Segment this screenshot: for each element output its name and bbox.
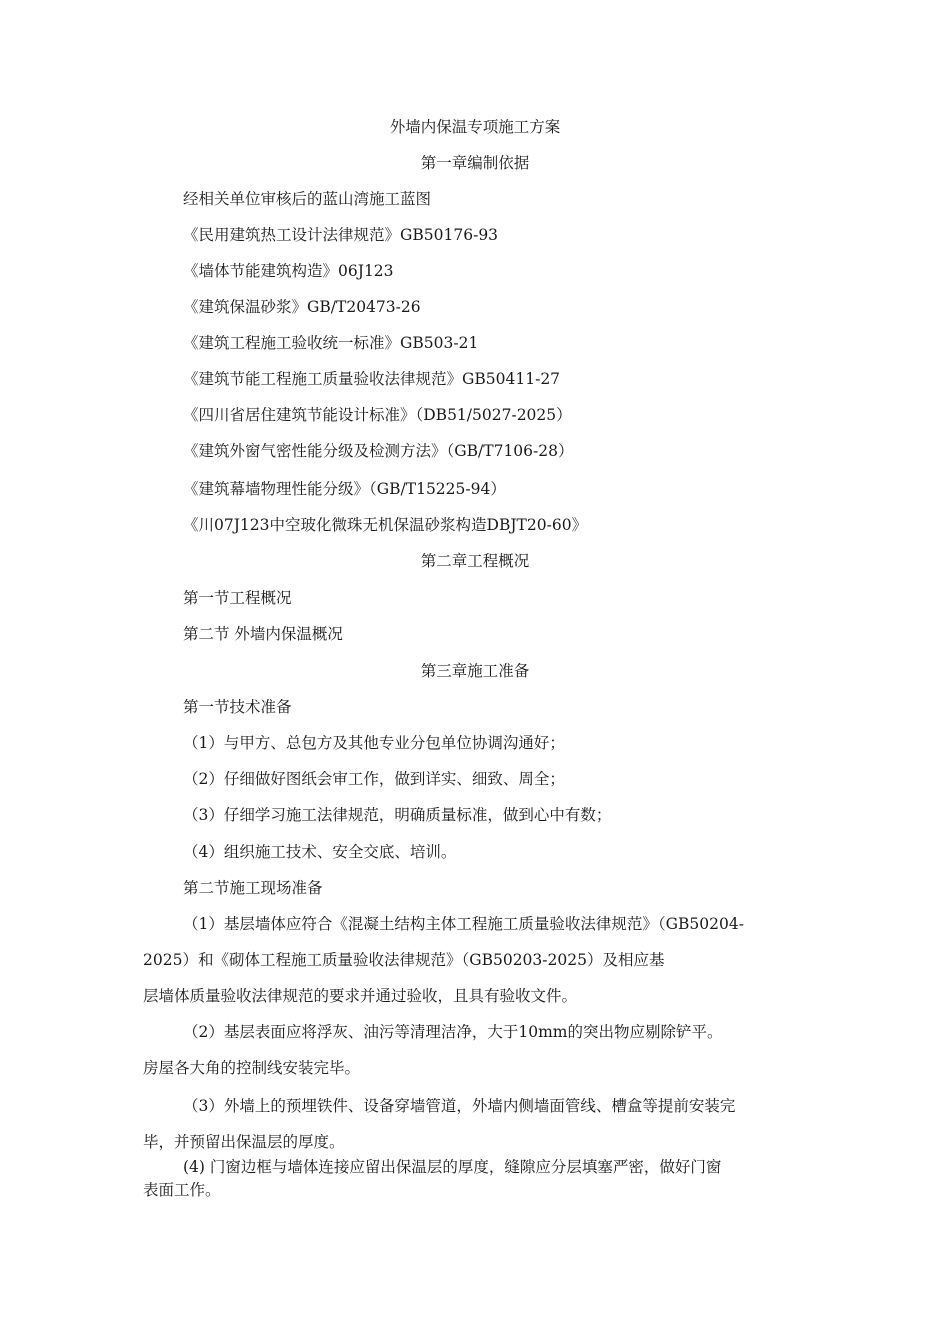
paragraph-line: （2）基层表面应将浮灰、油污等清理洁净，大于10mm的突出物应剔除铲平。	[183, 1023, 723, 1041]
basis-item: 《建筑工程施工验收统一标准》GB503-21	[183, 334, 479, 352]
basis-item: 《建筑外窗气密性能分级及检测方法》（GB/T7106-28）	[183, 442, 574, 460]
list-item: （2）仔细做好图纸会审工作，做到详实、细致、周全；	[183, 770, 565, 788]
list-item: （4）组织施工技术、安全交底、培训。	[183, 843, 457, 861]
paragraph-line: (4) 门窗边框与墙体连接应留出保温层的厚度，缝隙应分层填塞严密，做好门窗	[183, 1158, 722, 1176]
chapter-3-heading: 第三章施工准备	[420, 662, 530, 680]
basis-item: 《墙体节能建筑构造》06J123	[183, 262, 394, 280]
paragraph-line: 房屋各大角的控制线安装完毕。	[143, 1059, 361, 1077]
list-item: （1）与甲方、总包方及其他专业分包单位协调沟通好；	[183, 734, 565, 752]
paragraph-line: 层墙体质量验收法律规范的要求并通过验收，且具有验收文件。	[143, 987, 578, 1005]
basis-item: 经相关单位审核后的蓝山湾施工蓝图	[183, 190, 432, 208]
paragraph-line: 表面工作。	[143, 1181, 221, 1199]
paragraph-line: 毕，并预留出保温层的厚度。	[143, 1133, 345, 1151]
chapter-2-heading: 第二章工程概况	[420, 552, 530, 570]
paragraph-line: （1）基层墙体应符合《混凝土结构主体工程施工质量验收法律规范》（GB50204-	[183, 915, 744, 933]
section-heading: 第一节工程概况	[183, 589, 292, 607]
chapter-1-heading: 第一章编制依据	[420, 154, 530, 172]
paragraph-line: 2025）和《砌体工程施工质量验收法律规范》（GB50203-2025）及相应基	[143, 951, 665, 969]
list-item: （3）仔细学习施工法律规范，明确质量标准，做到心中有数；	[183, 806, 612, 824]
basis-item: 《建筑幕墙物理性能分级》（GB/T15225-94）	[183, 480, 506, 498]
paragraph-line: （3）外墙上的预埋铁件、设备穿墙管道，外墙内侧墙面管线、槽盒等提前安装完	[183, 1097, 736, 1115]
document-title: 外墙内保温专项施工方案	[389, 118, 561, 136]
basis-item: 《民用建筑热工设计法律规范》GB50176-93	[183, 226, 499, 244]
section-heading: 第二节施工现场准备	[183, 879, 323, 897]
basis-item: 《川07J123中空玻化微珠无机保温砂浆构造DBJT20-60》	[183, 516, 588, 534]
section-heading: 第二节 外墙内保温概况	[183, 625, 343, 643]
basis-item: 《建筑节能工程施工质量验收法律规范》GB50411-27	[183, 370, 561, 388]
basis-item: 《建筑保温砂浆》GB/T20473-26	[183, 298, 421, 316]
section-heading: 第一节技术准备	[183, 698, 292, 716]
basis-item: 《四川省居住建筑节能设计标准》（DB51/5027-2025）	[183, 406, 572, 424]
